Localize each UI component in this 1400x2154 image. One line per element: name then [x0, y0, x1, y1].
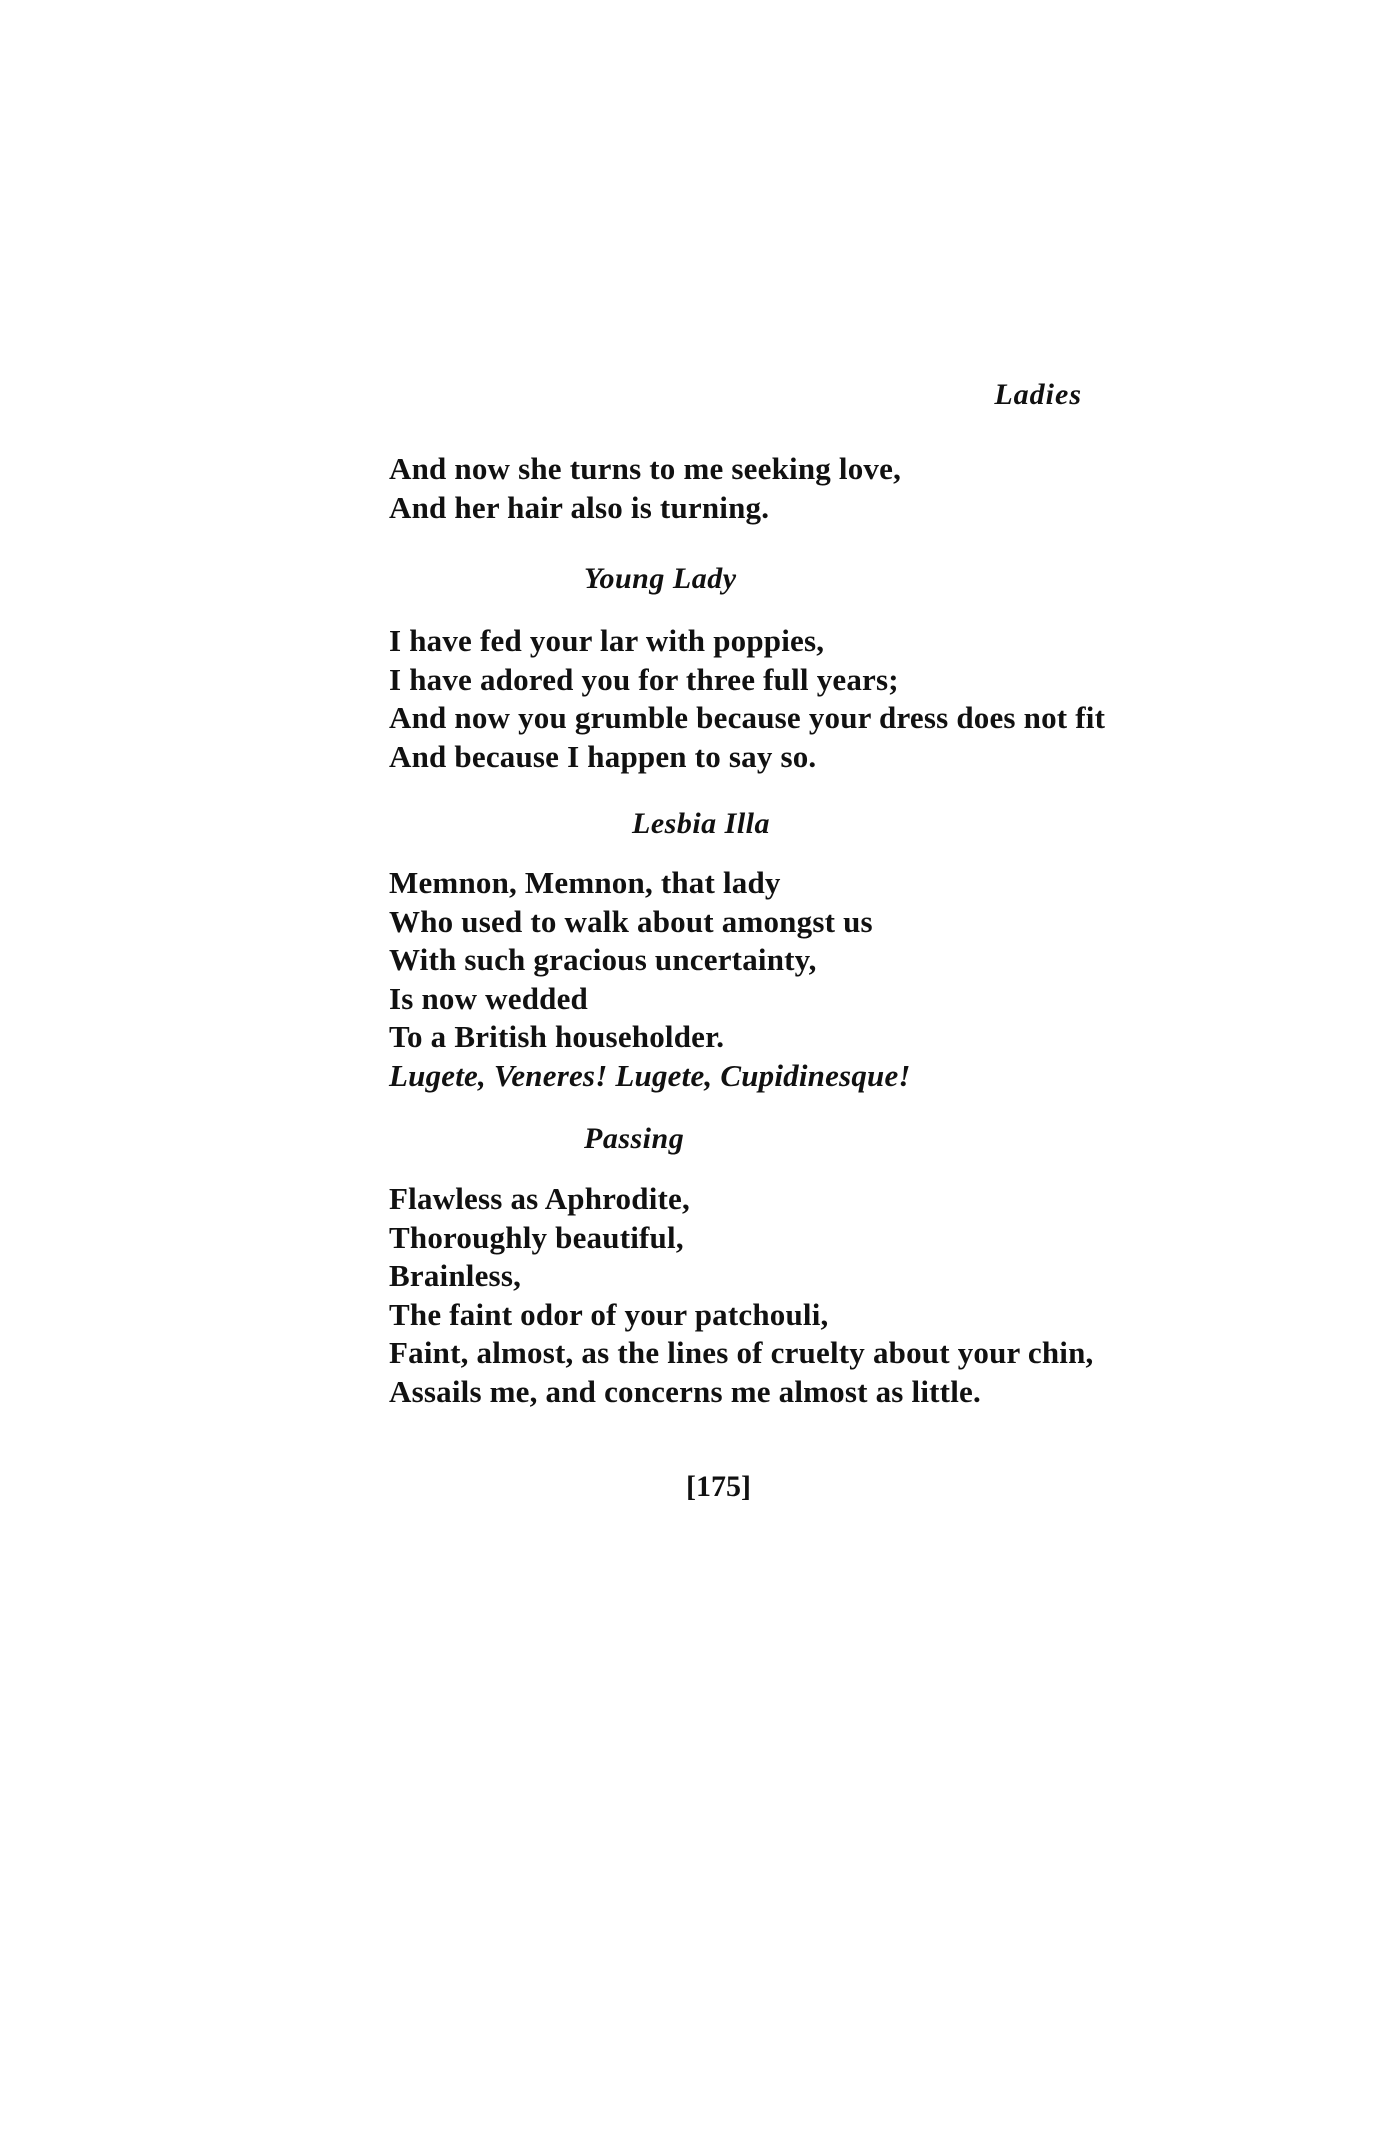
- running-head: Ladies: [994, 378, 1082, 411]
- poem-young-lady: [389, 622, 1149, 776]
- page-number: [175]: [686, 1470, 751, 1503]
- poem-line: And now she turns to me seeking love,: [389, 451, 902, 486]
- poem-line: And because I happen to say so.: [389, 738, 817, 774]
- poem-line: I have adored you for three full years;: [389, 661, 899, 697]
- poem-passing: [389, 1180, 1149, 1411]
- poem-line: Is now wedded: [389, 980, 588, 1016]
- poem-line: The faint odor of your patchouli,: [389, 1296, 829, 1332]
- poem-line: Memnon, Memnon, that lady: [389, 865, 781, 900]
- poem-line: Thoroughly beautiful,: [389, 1219, 684, 1255]
- poem-title-lesbia-illa: Lesbia Illa: [632, 807, 770, 840]
- poem-line: I have fed your lar with poppies,: [389, 623, 825, 658]
- poem-title-passing: Passing: [584, 1122, 685, 1155]
- poem-line: Assails me, and concerns me almost as little.: [389, 1373, 981, 1409]
- poem-continuation: [389, 450, 1149, 527]
- poem-lesbia-illa: [389, 864, 1149, 1095]
- poem-line: To a British householder.: [389, 1019, 725, 1054]
- poem-line: Brainless,: [389, 1258, 522, 1293]
- poem-line-latin: Lugete, Veneres! Lugete, Cupidinesque!: [389, 1057, 911, 1093]
- poem-line: And her hair also is turning.: [389, 489, 770, 525]
- poem-line: Flawless as Aphrodite,: [389, 1181, 690, 1216]
- poem-line: And now you grumble because your dress does not fit: [389, 700, 1106, 735]
- poem-title-young-lady: Young Lady: [584, 562, 737, 595]
- poem-line: Faint, almost, as the lines of cruelty about your chin,: [389, 1335, 1094, 1370]
- poem-line: With such gracious uncertainty,: [389, 942, 817, 977]
- poem-line: Who used to walk about amongst us: [389, 903, 873, 939]
